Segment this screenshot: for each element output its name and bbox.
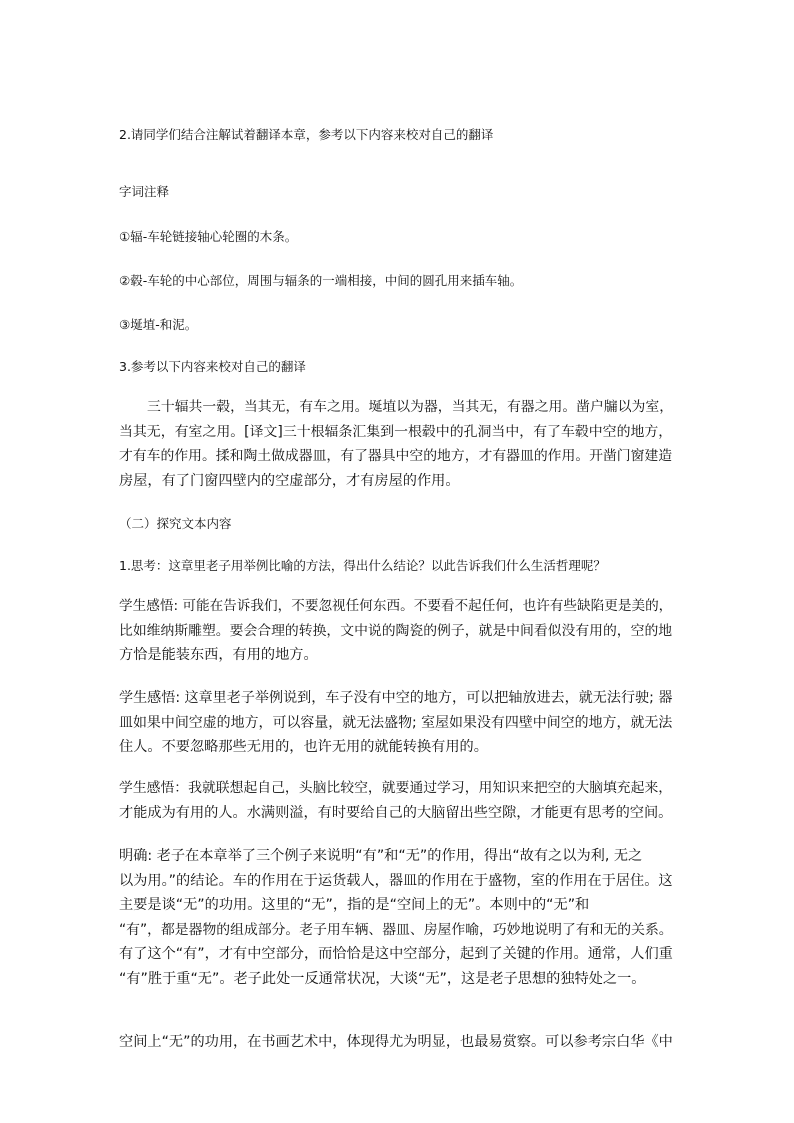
- question-think: 1.思考：这章里老子用举例比喻的方法，得出什么结论？以此告诉我们什么生活哲理呢？: [119, 558, 606, 573]
- paragraph-line: 明确: 老子在本章举了三个例子来说明“有”和“无”的作用，得出“故有之以为利, 无之: [119, 848, 643, 864]
- paragraph-line: 学生感悟: 这章里老子举例说到，车子没有中空的地方，可以把轴放进去，就无法行驶; 器: [119, 690, 673, 706]
- question-2: 2.请同学们结合注解试着翻译本章，参考以下内容来校对自己的翻译: [119, 127, 494, 142]
- clarification-paragraph: [119, 844, 675, 991]
- translation-paragraph: [119, 395, 675, 493]
- paragraph-line: 皿如果中间空虚的地方，可以容量，就无法盛物; 室屋如果没有四壁中间空的地方，就无法: [119, 714, 673, 731]
- paragraph-line: 方恰是能装东西，有用的地方。: [119, 647, 318, 663]
- paragraph-line: 空间上“无”的功用，在书画艺术中，体现得尤为明显，也最易赏察。可以参考宗白华《中: [119, 1034, 673, 1050]
- paragraph-line: 住人。不要忽略那些无用的，也许无用的就能转换有用的。: [119, 739, 488, 755]
- translation-line: 三十辐共一毂，当其无，有车之用。埏埴以为器，当其无，有器之用。凿户牖以为室，: [147, 399, 674, 415]
- paragraph-line: 学生感悟: 可能在告诉我们，不要忽视任何东西。不要看不起任何，也许有些缺陷更是美的，: [119, 598, 673, 614]
- paragraph-line: 主要是谈“无”的功用。这里的“无”，指的是“空间上的无”。本则中的“无”和: [119, 897, 590, 913]
- space-paragraph: [119, 1030, 675, 1055]
- section-heading: （二）探究文本内容: [119, 516, 232, 531]
- paragraph-line: 有了这个“有”，才有中空部分，而恰恰是这中空部分，起到了关键的作用。通常，人们重: [119, 946, 673, 962]
- paragraph-line: 比如维纳斯雕塑。要会合理的转换，文中说的陶瓷的例子，就是中间看似没有用的，空的地: [119, 622, 673, 639]
- paragraph-line: “有”，都是器物的组成部分。老子用车辆、器皿、房屋作喻，巧妙地说明了有和无的关系。: [119, 921, 673, 938]
- paragraph-line: “有”胜于重“无”。老子此处一反通常状况，大谈“无”，这是老子思想的独特处之一。: [119, 970, 646, 987]
- translation-line: 才有车的作用。揉和陶土做成器皿，有了器具中空的地方，才有器皿的作用。开凿门窗建造: [119, 448, 673, 464]
- notes-title: 字词注释: [119, 184, 170, 199]
- student-response-1: [119, 594, 675, 668]
- question-3: 3.参考以下内容来校对自己的翻译: [119, 359, 306, 374]
- student-response-3: [119, 776, 675, 825]
- translation-line: 当其无，有室之用。[译文]三十根辐条汇集到一根毂中的孔洞当中，有了车毂中空的地方，: [119, 423, 673, 440]
- translation-line: 房屋，有了门窗四壁内的空虚部分，才有房屋的作用。: [119, 472, 460, 489]
- note-1: ①辐-车轮链接轴心轮圈的木条。: [119, 229, 298, 244]
- paragraph-line: 才能成为有用的人。水满则溢，有时要给自己的大脑留出些空隙，才能更有思考的空间。: [119, 804, 673, 821]
- note-3: ③埏埴-和泥。: [119, 317, 198, 332]
- note-2: ②毂-车轮的中心部位，周围与辐条的一端相接，中间的圆孔用来插车轴。: [119, 273, 523, 288]
- paragraph-line: 以为用。”的结论。车的作用在于运货载人，器皿的作用在于盛物，室的作用在于居住。这: [119, 872, 673, 889]
- student-response-2: [119, 686, 675, 760]
- paragraph-line: 学生感悟：我就联想起自己，头脑比较空，就要通过学习，用知识来把空的大脑填充起来，: [119, 780, 673, 796]
